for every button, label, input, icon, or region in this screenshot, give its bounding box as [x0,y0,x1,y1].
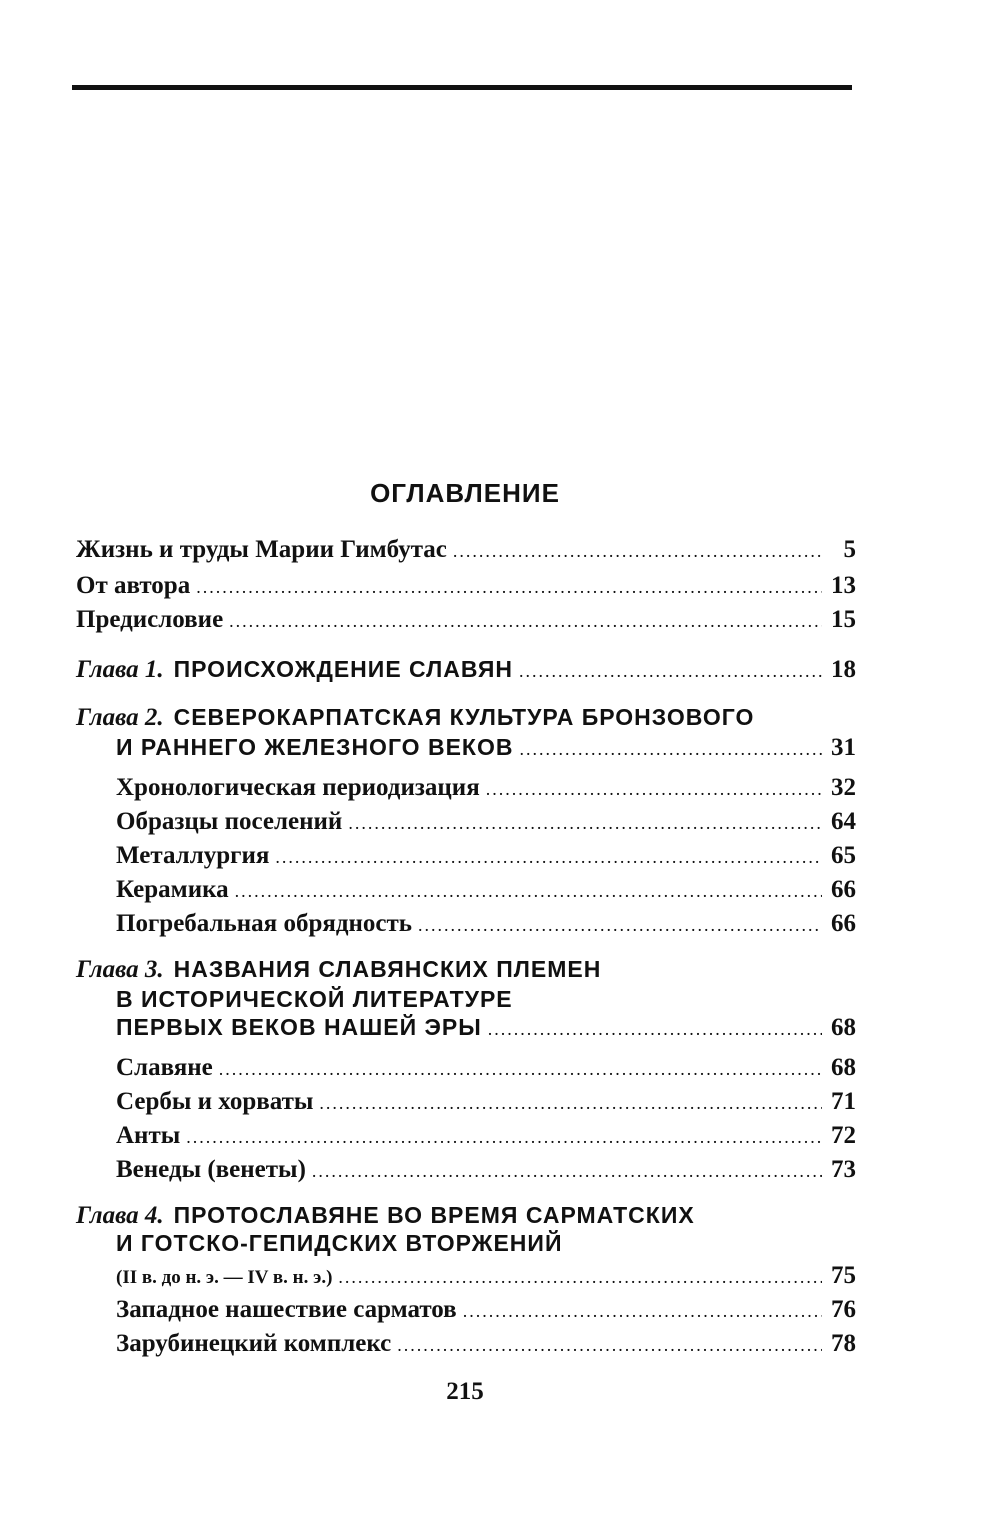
chapter-title-line3: ПЕРВЫХ ВЕКОВ НАШЕЙ ЭРЫ [116,1014,482,1040]
top-rule [72,85,852,90]
section-title: Славяне [116,1054,213,1081]
entry-page: 68 [831,1014,856,1041]
section-title: Погребальная обрядность [116,910,413,937]
section-title: Сербы и хорваты [116,1088,314,1115]
entry-title: Предисловие [76,606,224,633]
chapter-title-line1: СЕВЕРОКАРПАТСКАЯ КУЛЬТУРА БРОНЗОВОГО [173,704,755,730]
toc-entry-section[interactable] [116,1054,856,1082]
section-title: Венеды (венеты) [116,1156,306,1183]
toc-entry-section[interactable] [116,876,856,904]
entry-page: 18 [831,656,856,683]
entry-page: 5 [843,536,856,563]
dot-leader [186,1127,822,1148]
chapter-title-line2: И ГОТСКО-ГЕПИДСКИХ ВТОРЖЕНИЙ [116,1230,563,1256]
entry-page: 71 [831,1088,856,1115]
dot-leader [219,1059,822,1080]
dot-leader [319,1093,822,1114]
entry-title: От автора [76,572,191,599]
dot-leader [275,847,822,868]
entry-page: 66 [831,910,856,937]
entry-page: 78 [831,1330,856,1357]
toc-entry-section[interactable] [116,774,856,802]
chapter-label: Глава 2. [76,704,164,731]
section-title: Западное нашествие сарматов [116,1296,457,1323]
dot-leader [519,739,822,760]
dot-leader [486,779,822,800]
dot-leader [196,577,822,598]
entry-page: 15 [831,606,856,633]
entry-page: 64 [831,808,856,835]
toc-entry-front-3[interactable] [76,606,856,634]
entry-page: 73 [831,1156,856,1183]
chapter-title: ПРОИСХОЖДЕНИЕ СЛАВЯН [173,656,514,682]
entry-page: 66 [831,876,856,903]
section-title: Образцы поселений [116,808,343,835]
toc-heading: ОГЛАВЛЕНИЕ [370,478,560,508]
dot-leader [453,541,822,562]
toc-entry-section[interactable] [116,1088,856,1116]
dot-leader [397,1335,822,1356]
section-title: Зарубинецкий комплекс [116,1330,392,1357]
section-title: Керамика [116,876,229,903]
toc-entry-chapter-3-line3[interactable] [116,1014,856,1042]
entry-page: 75 [831,1262,856,1289]
dot-leader [519,661,822,682]
page-number: 215 [446,1378,484,1405]
section-title: Хронологическая периодизация [116,774,480,801]
dot-leader [418,915,822,936]
toc-entry-section[interactable] [116,808,856,836]
dot-leader [348,813,822,834]
toc-entry-section[interactable] [116,1156,856,1184]
toc-entry-chapter-1[interactable] [76,656,856,684]
dot-leader [338,1267,822,1288]
toc-entry-section[interactable] [116,1122,856,1150]
toc-entry-chapter-2-line2[interactable] [116,734,856,762]
toc-entry-section[interactable] [116,842,856,870]
chapter-title-line2: И РАННЕГО ЖЕЛЕЗНОГО ВЕКОВ [116,734,514,760]
dot-leader [488,1019,822,1040]
toc-entry-section[interactable] [116,1296,856,1324]
toc-entry-chapter-2-line1[interactable] [76,704,754,732]
toc-entry-chapter-4-line3[interactable] [116,1262,856,1290]
entry-page: 31 [831,734,856,761]
entry-page: 72 [831,1122,856,1149]
toc-entry-section[interactable] [116,910,856,938]
entry-page: 13 [831,572,856,599]
toc-entry-front-2[interactable] [76,572,856,600]
entry-page: 68 [831,1054,856,1081]
toc-entry-chapter-3-line1[interactable] [76,956,601,984]
toc-entry-section[interactable] [116,1330,856,1358]
dot-leader [229,611,822,632]
entry-page: 32 [831,774,856,801]
dot-leader [235,881,822,902]
section-title: Металлургия [116,842,270,869]
dot-leader [463,1301,822,1322]
toc-entry-front-1[interactable] [76,536,856,564]
chapter-label: Глава 3. [76,956,164,983]
entry-title: Жизнь и труды Марии Гимбутас [76,536,447,563]
chapter-title-line1: ПРОТОСЛАВЯНЕ ВО ВРЕМЯ САРМАТСКИХ [173,1202,695,1228]
entry-page: 65 [831,842,856,869]
toc-entry-chapter-4-line2 [116,1230,562,1258]
chapter-title-line1: НАЗВАНИЯ СЛАВЯНСКИХ ПЛЕМЕН [173,956,602,982]
section-title: Анты [116,1122,181,1149]
entry-page: 76 [831,1296,856,1323]
dot-leader [312,1161,822,1182]
toc-entry-chapter-3-line2 [116,986,513,1014]
chapter-label: Глава 4. [76,1202,164,1229]
toc-entry-chapter-4-line1[interactable] [76,1202,695,1230]
chapter-title-line2: В ИСТОРИЧЕСКОЙ ЛИТЕРАТУРЕ [116,986,513,1012]
chapter-title-line3: (II в. до н. э. — IV в. н. э.) [116,1267,333,1288]
chapter-label: Глава 1. [76,656,164,683]
